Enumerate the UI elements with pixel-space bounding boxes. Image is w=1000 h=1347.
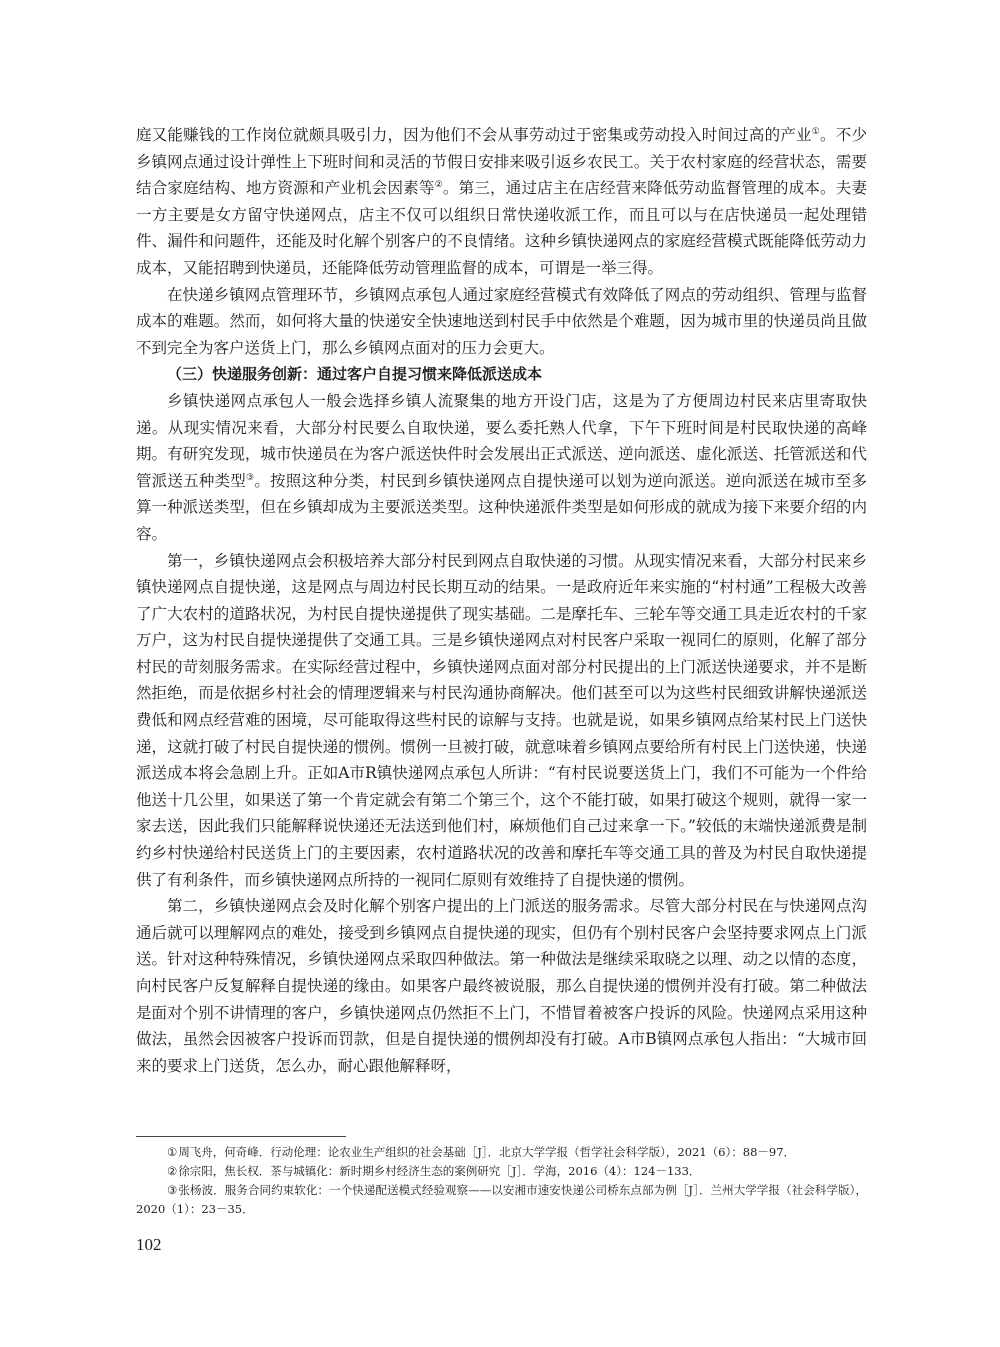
footnote-2: ②徐宗阳，焦长权．茶与城镇化：新时期乡村经济生态的案例研究［J］．学海，2016（4）：124－133． [167,1164,701,1178]
page-number: 102 [136,1235,162,1254]
footnote-ref-1: ① [811,126,821,137]
footnote-1: ①周飞舟，何奇峰．行动伦理：论农业生产组织的社会基础［J］．北京大学学报（哲学社会科学版），2021（6）：88－97． [167,1145,796,1159]
footnote-ref-3: ③ [246,472,255,483]
paragraph-2: 在快递乡镇网点管理环节，乡镇网点承包人通过家庭经营模式有效降低了网点的劳动组织、管理与监督成本的难题。然而，如何将大量的快递安全快速地送到村民手中依然是个难题，因为城市里的快递员尚且做不到完全为客户送货上门，那么乡镇网点面对的压力会更大。 [136,285,867,357]
footnote-ref-2: ② [434,180,443,191]
section-heading: （三）快递服务创新：通过客户自提习惯来降低派送成本 [167,365,543,384]
paragraph-5: 第二，乡镇快递网点会及时化解个别客户提出的上门派送的服务需求。尽管大部分村民在与快递网点沟通后就可以理解网点的难处，接受到乡镇网点自提快递的现实，但仍有个别村民客户会坚持要求网点上门派送。针对这种特殊情况，乡镇快递网点采取四种做法。第一种做法是继续采取晓之以理、动之以情的态度，向村民客户反复解释自提快递的缘由。如果客户最终被说服，那么自提快递的惯例并没有打破。第二种做法是面对个别不讲情理的客户，乡镇快递网点仍然拒不上门，不惜冒着被客户投诉的风险。快递网点采用这种做法，虽然会因被客户投诉而罚款，但是自提快递的惯例却没有打破。A市B镇网点承包人指出：“大城市回来的要求上门送货，怎么办，耐心跟他解释呀， [136,897,867,1075]
footnotes [136,1143,867,1219]
paragraph-3: 乡镇快递网点承包人一般会选择乡镇人流聚集的地方开设门店，这是为了方便周边村民来店里寄取快递。从现实情况来看，大部分村民要么自取快递，要么委托熟人代拿，下午下班时间是村民取快递的高峰期。有研究发现，城市快递员在为客户派送快件时会发展出正式派送、逆向派送、虚化派送、托管派送和代管派送五种类型③。按照这种分类，村民到乡镇快递网点自提快递可以划为逆向派送。逆向派送在城市至多算一种派送类型，但在乡镇却成为主要派送类型。这种快递派件类型是如何形成的就成为接下来要介绍的内容。 [136,391,867,543]
paragraph-4: 第一，乡镇快递网点会积极培养大部分村民到网点自取快递的习惯。从现实情况来看，大部分村民来乡镇快递网点自提快递，这是网点与周边村民长期互动的结果。一是政府近年来实施的“村村通”工程极大改善了广大农村的道路状况，为村民自提快递提供了现实基础。二是摩托车、三轮车等交通工具走近农村的千家万户，这为村民自提快递提供了交通工具。三是乡镇快递网点对村民客户采取一视同仁的原则，化解了部分村民的苛刻服务需求。在实际经营过程中，乡镇快递网点面对部分村民提出的上门派送快递要求，并不是断然拒绝，而是依据乡村社会的情理逻辑来与村民沟通协商解决。他们甚至可以为这些村民细致讲解快递派送费低和网点经营难的困境，尽可能取得这些村民的谅解与支持。也就是说，如果乡镇网点给某村民上门送快递，这就打破了村民自提快递的惯例。惯例一旦被打破，就意味着乡镇网点要给所有村民上门送快递，快递派送成本将会急剧上升。正如A市R镇快递网点承包人所讲：“有村民说要送货上门，我们不可能为一个件给他送十几公里，如果送了第一个肯定就会有第二个第三个，这个不能打破，如果打破这个规则，就得一家一家去送，因此我们只能解释说快递还无法送到他们村，麻烦他们自己过来拿一下。”较低的末端快递派费是制约乡村快递给村民送货上门的主要因素，农村道路状况的改善和摩托车等交通工具的普及为村民自取快递提供了有利条件，而乡镇快递网点所持的一视同仁原则有效维持了自提快递的惯例。 [136,551,867,889]
paragraph-1: 庭又能赚钱的工作岗位就颇具吸引力，因为他们不会从事劳动过于密集或劳动投入时间过高的产业①。不少乡镇网点通过设计弹性上下班时间和灵活的节假日安排来吸引返乡农民工。关于农村家庭的经营状态，需要结合家庭结构、地方资源和产业机会因素等②。第三，通过店主在店经营来降低劳动监督管理的成本。夫妻一方主要是女方留守快递网点，店主不仅可以组织日常快递收派工作，而且可以与在店快递员一起处理错件、漏件和问题件，还能及时化解个别客户的不良情绪。这种乡镇快递网点的家庭经营模式既能降低劳动力成本，又能招聘到快递员，还能降低劳动管理监督的成本，可谓是一举三得。 [136,126,867,277]
article-body [136,122,867,1079]
footnote-3: ③张杨波．服务合同约束软化：一个快递配送模式经验观察——以安湘市速安快递公司桥东点部为例［J］．兰州大学学报（社会科学版），2020（1）：23－35． [136,1183,867,1216]
footnote-divider [136,1136,346,1137]
